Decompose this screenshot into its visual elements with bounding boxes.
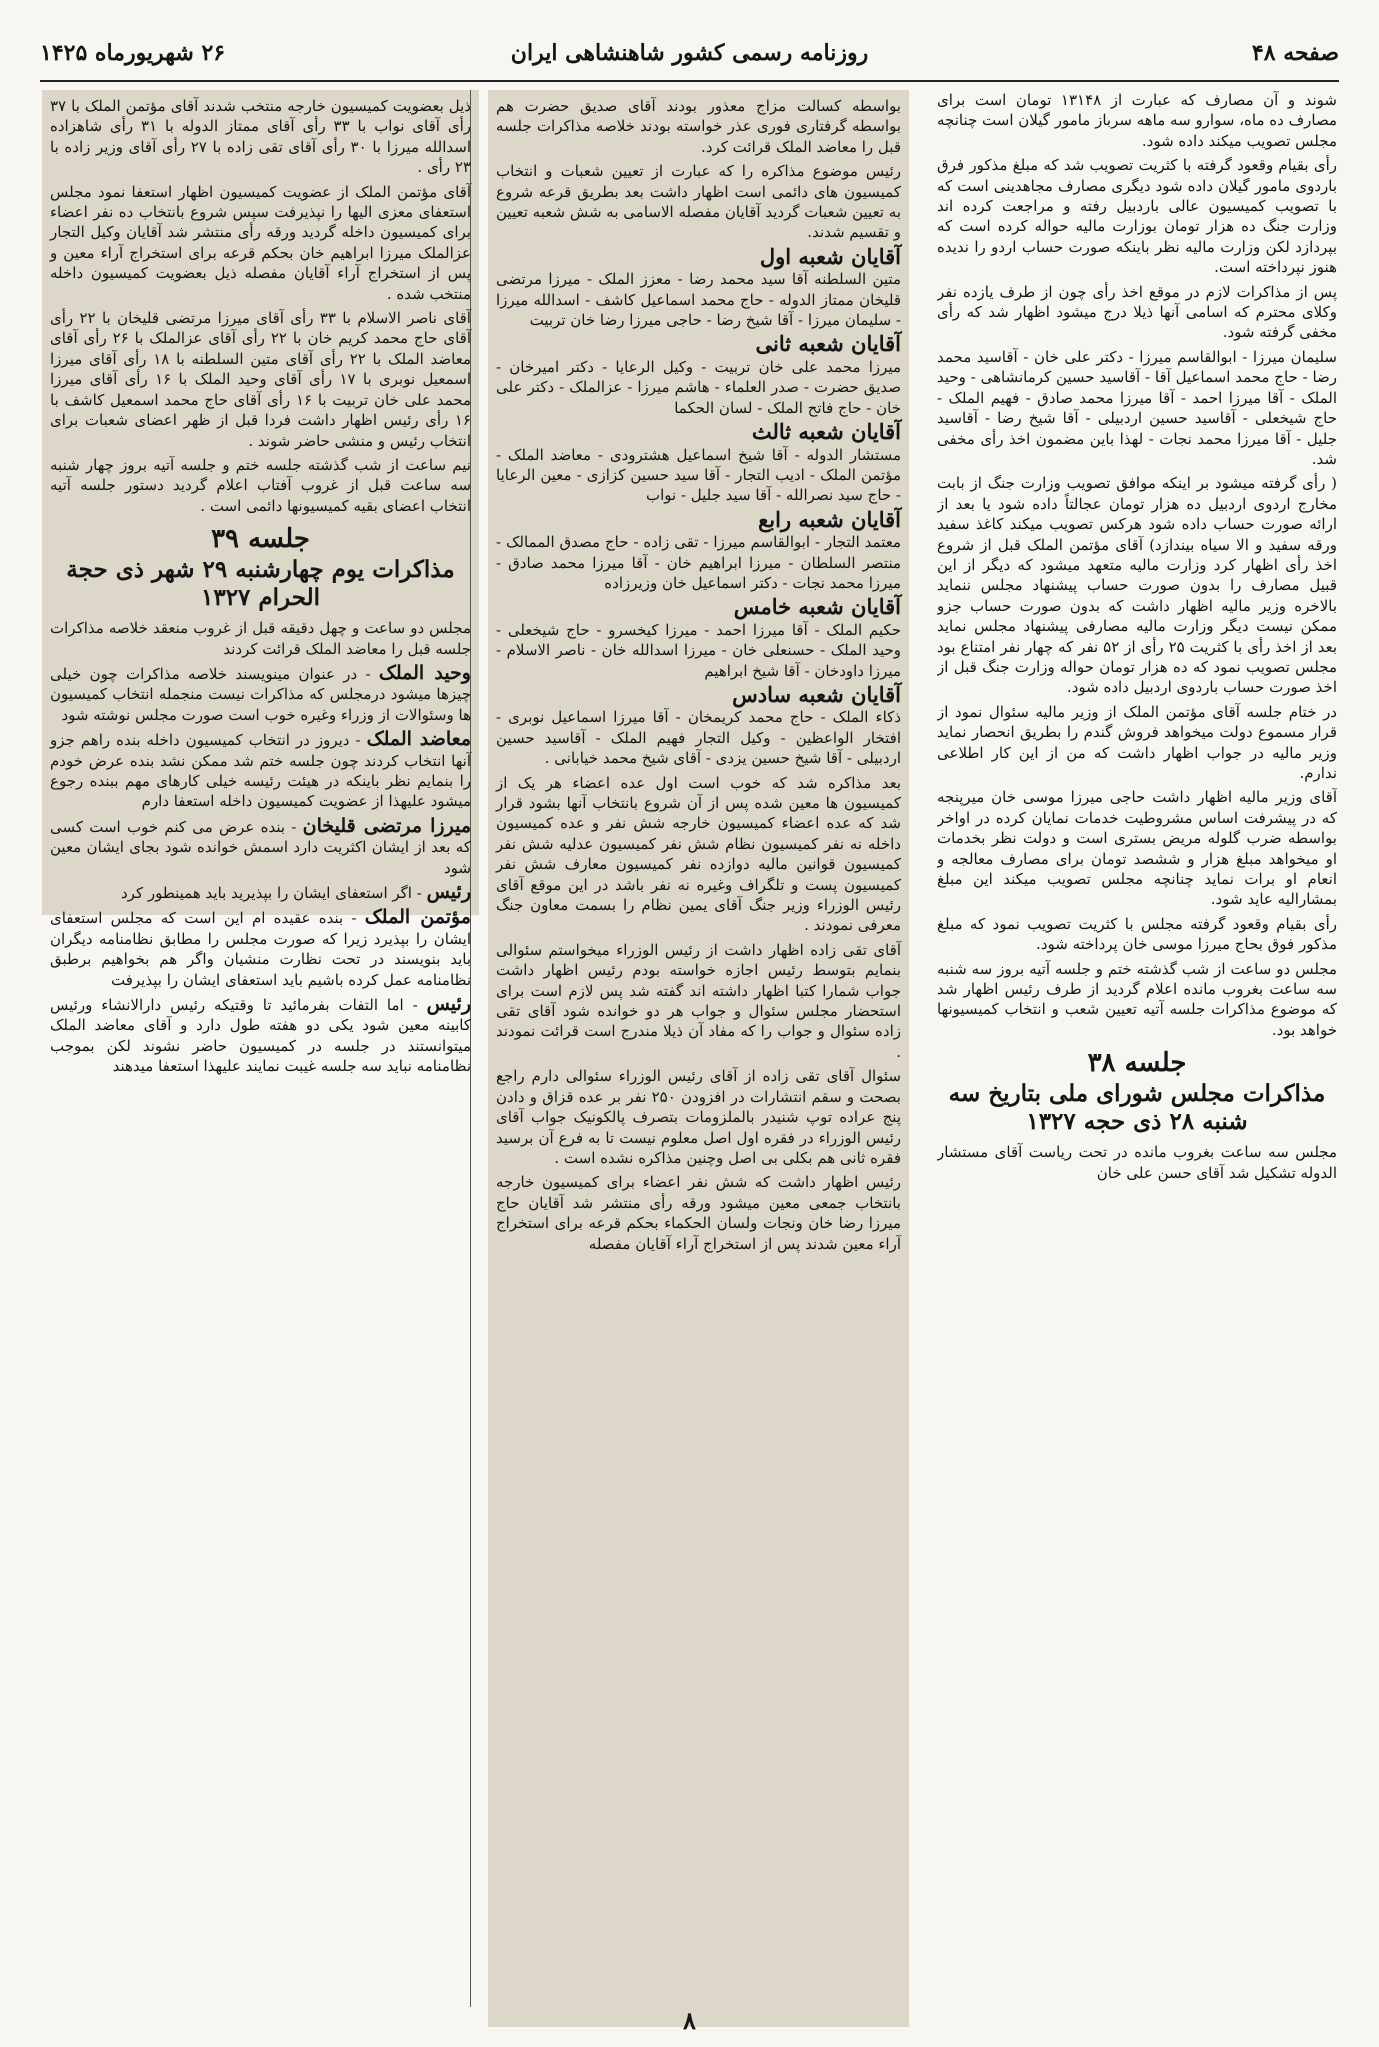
paragraph: مجلس دو ساعت و چهل دقیقه قبل از غروب منعقد خلاصه مذاکرات جلسه قبل را معاضد الملک قرائت کردند <box>50 619 471 658</box>
paragraph: سئوال آقای تقی زاده از آقای رئیس الوزراء سئوالی دارم راجع بصحت و سقم انتشارات در افزودن ۲۵۰ نفر بر عده قزاق و دادن پنج عراده توپ شنیدر بالملزومات بتصرف پالکونیک جواب آقای رئیس الوزراء در فقره اول اصل معلوم نیست تا به فرع آن برسید فقره ثانی هم بکلی بی اصل وچنین مذاکره نشده است . <box>496 1067 901 1167</box>
speech-text: - بنده عقیده ام این است که مجلس استعفای ایشان را بپذیرد زیرا که صورت مجلس را مطابق نظامنامه دیگران باید بنویسند در تحت نظارت منشیان واگر هم بخواهیم برطبق نظامنامه عمل کرده باشیم باید استعفای ایشان را بپذیرفت <box>50 909 471 989</box>
subheading: آقایان شعبه اول <box>759 243 901 269</box>
paragraph: میرزا محمد علی خان تربیت - وکیل الرعایا - دکتر امیرخان - صدیق حضرت - صدر العلماء - هاشم میرزا - عزالملک - دکتر علی خان - حاج فاتح الملک - لسان الحکما <box>496 357 901 417</box>
paragraph: رئیس موضوع مذاکره را که عبارت از تعیین شعبات و انتخاب کمیسیون های دائمی است اظهار داشت بعد بطریق قرعه شروع به تعیین شعبات گردید آقایان مفصله الاسامی به شش شعبه تعیین و تقسیم شدند. <box>496 162 901 242</box>
paragraph: ذیل بعضویت کمیسیون خارجه منتخب شدند آقای مؤتمن الملک با ۳۷ رأی آقای نواب با ۳۳ رأی آقای ممتاز الدوله با ۳۱ رأی شاهزاده اسدالله میرزا با ۳۰ رأی آقای تقی زاده با ۲۷ رأی آقای وزیر زاده با ۲۳ رأی . <box>50 97 471 177</box>
column-left <box>42 90 479 2015</box>
paragraph: پس از مذاکرات لازم در موقع اخذ رأی چون از طرف یازده نفر وکلای محترم که اسامی آنها ذیلا درج میشود اظهار شد که رأی مخفی گرفته شود. <box>937 282 1337 342</box>
footer-page-number: ۸ <box>683 2006 696 2035</box>
speech <box>50 907 471 990</box>
speaker-name: معاضد الملک <box>366 728 471 751</box>
session-number: جلسه ۳۸ <box>1087 1048 1187 1079</box>
speech-text: - بنده عرض می کنم خوب است کسی که بعد از ایشان اکثریت دارد اسمش خوانده شود بجای ایشان معین شود <box>50 817 471 877</box>
speech-text: - اما التفات بفرمائید تا وقتیکه رئیس دارالانشاء ورئیس کابینه معین شود یکی دو هفته طول دارد و آقای معاضد الملک میتوانستند در جلسه در کمیسیون حاضر نشوند لکن بموجب نظامنامه نباید سه جلسه غیبت نمایند علیهذا استعفا میدهند <box>50 996 471 1076</box>
session-title: مذاکرات مجلس شورای ملی بتاریخ سه شنبه ۲۸ ذی حجه ۱۳۲۷ <box>948 1080 1326 1136</box>
session-number: جلسه ۳۹ <box>211 524 310 555</box>
paragraph: حکیم الملک - آقا میرزا احمد - میرزا کیخسرو - حاج شیخعلی - وحید الملک - حسنعلی خان - میرزا اسدالله خان - ناصر الاسلام - میرزا داودخان - آقا شیخ ابراهیم <box>496 620 901 680</box>
paragraph: مستشار الدوله - آقا شیخ اسماعیل هشترودی - معاضد الملک - مؤتمن الملک - ادیب التجار - آقا سید حسین کزازی - معین الرعایا - حاج سید نصرالله - آقا سید جلیل - نواب <box>496 445 901 505</box>
speech <box>50 816 471 878</box>
paragraph: رأی بقیام وقعود گرفته مجلس با کثریت تصویب نمود که مبلغ مذکور فوق بحاج میرزا موسی خان پرداخته شود. <box>937 914 1337 954</box>
page-label: صفحه ۴۸ <box>1251 40 1339 66</box>
paragraph: رأی بقیام وقعود گرفته با کثریت تصویب شد که مبلغ مذکور فرق باردوی مامور گیلان داده شود دیگری مصارف مجاهدینی است که با تصویب کمیسیون عالی باردبیل رفته و مراجعت کرده اند وزارت جنگ ده هزار تومان بوزارت مالیه حواله کرده است که بپردازد لکن وزارت مالیه نظر باینکه صورت حساب اردو را ندیده هنوز نپرداخته است. <box>937 156 1337 277</box>
speaker-name: میرزا مرتضی قلیخان <box>302 814 472 837</box>
paragraph: مجلس دو ساعت از شب گذشته ختم و جلسه آتیه بروز سه شنبه سه ساعت بغروب مانده اعلام گردید از طرف رئیس اظهار شد که موضوع مذاکرات جلسه آتیه تعیین شعب و انتخاب کمیسیونها خواهد بود. <box>937 959 1337 1039</box>
speech <box>50 994 471 1077</box>
page-header <box>40 40 1339 80</box>
subheading: آقایان شعبه ثالث <box>751 419 901 445</box>
header-rule <box>40 80 1339 82</box>
paragraph: نیم ساعت از شب گذشته جلسه ختم و جلسه آتیه بروز چهار شنبه سه ساعت قبل از غروب آفتاب اعلام گردید دستور جلسه آتیه انتخاب اعضای بقیه کمیسیونها دائمی است . <box>50 455 471 515</box>
speaker-name: رئیس <box>426 993 471 1016</box>
paragraph: بعد مذاکره شد که خوب است اول عده اعضاء هر یک از کمیسیون ها معین شده پس از آن شروع بانتخاب آنها بشود قرار شد که عده اعضاء کمیسیون خارجه شش نفر و عده کمیسیون داخله نه نفر کمیسیون نظام شش نفر کمیسیون عدلیه شش نفر کمیسیون قوانین مالیه دوازده نفر کمیسیون معارف شش نفر کمیسیون پست و تلگراف وغیره نه نفر باشد در این موقع آقای رئیس الوزراء وزیر جنگ آقای یمین نظام را بسمت معاون جنگ معرفی نمودند . <box>496 773 901 935</box>
speech <box>50 882 471 903</box>
subheading: آقایان شعبه سادس <box>732 681 901 707</box>
paragraph: سلیمان میرزا - ابوالقاسم میرزا - دکتر علی خان - آقاسید محمد رضا - حاج محمد اسماعیل آقا - آقاسید حسین کرمانشاهی - وحید الملک - آقا میرزا احمد - آقا میرزا محمد صادق - فهیم الملک - حاج شیخعلی - آقاسید حسین اردبیلی - آقا شیخ رضا - آقاسید جلیل - آقا میرزا محمد نجات - لهذا باین مضمون اخذ رأی مخفی شد. <box>937 347 1337 468</box>
paragraph: متین السلطنه آقا سید محمد رضا - معزز الملک - میرزا مرتضی قلیخان ممتاز الدوله - حاج محمد اسماعیل کاشف - اسدالله میرزا - سلیمان میرزا - آقا شیخ رضا - حاجی میرزا رضا خان تربیت <box>496 270 901 330</box>
paragraph: در ختام جلسه آقای مؤتمن الملک از وزیر مالیه سئوال نمود از قرار مسموع دولت میخواهد فروش گندم را بطریق انحصار نماید وزیر مالیه در جواب اظهار داشت که من از این کار اطلاعی ندارم. <box>937 702 1337 782</box>
paragraph: مجلس سه ساعت بغروب مانده در تحت ریاست آقای مستشار الدوله تشکیل شد آقای حسن علی خان <box>937 1143 1337 1182</box>
paragraph: آقای وزیر مالیه اظهار داشت حاجی میرزا موسی خان میرپنجه که در پیشرفت اساس مشروطیت خدمات نمایان کرده در اواخر بواسطه ضرب گلوله مریض بستری است و دولت نظر بخدمات او میخواهد مبلغ هزار و ششصد تومان برای مصارف معالجه و انعام او برات نماید چنانچه مجلس تصویب میکند این مبلغ بمشارالیه عاید شود. <box>937 788 1337 909</box>
speech-text: - اگر استعفای ایشان را بپذیرید باید همینطور کرد <box>120 884 427 902</box>
issue-date: ۲۶ شهریورماه ۱۴۲۵ <box>40 40 226 66</box>
speech <box>50 729 471 812</box>
speaker-name: وحید الملک <box>378 661 471 684</box>
speech <box>50 663 471 725</box>
subheading: آقایان شعبه خامس <box>733 594 901 620</box>
paragraph: آقای ناصر الاسلام با ۳۳ رأی آقای میرزا مرتضی قلیخان با ۲۲ رأی آقای حاج محمد کریم خان با ۲۲ رأی آقای عزالملک با ۲۶ رأی آقای معاضد الملک با ۲۲ رأی آقای متین السلطنه با ۱۸ رأی آقای میرزا اسمعیل نوبری با ۱۷ رأی آقای وحید الملک با ۱۶ رأی آقای میرزا محمد علی خان تربیت با ۱۶ رأی آقای حاج محمد اسمعیل کاشف با ۱۶ رأی رئیس اظهار داشت فردا قبل از ظهر اعضای شعبات برای انتخاب رئیس و منشی حاضر شوند . <box>50 309 471 450</box>
subheading: آقایان شعبه ثانی <box>755 331 901 357</box>
paragraph: رئیس اظهار داشت که شش نفر اعضاء برای کمیسیون خارجه بانتخاب جمعی معین میشود ورقه رأی منتشر شد آقایان حاج میرزا رضا خان ونجات ولسان الحکماء بحکم قرعه برای استخراج آراء معین شدند پس از استخراج آراء آقایان مفصله <box>496 1173 901 1253</box>
paragraph: معتمد التجار - ابوالقاسم میرزا - تقی زاده - حاج مصدق الممالک - منتصر السلطان - میرزا ابراهیم خان - آقا میرزا محمد صادق - میرزا محمد نجات - دکتر اسماعیل خان وزیرزاده <box>496 533 901 592</box>
paragraph: آقای تقی زاده اظهار داشت از رئیس الوزراء میخواستم سئوالی بنمایم بتوسط رئیس اجازه خواسته بودم رئیس اظهار داشت جواب شمارا کتبا اظهار داشته اند گفته شد پس لازم است برای استحضار مجلس سئوال و جواب هر دو خوانده شود آقای تقی زاده سئوال و جواب را که مفاد آن ذیلا مندرج است قرائت نمودند . <box>496 940 901 1061</box>
speaker-name: مؤتمن الملک <box>364 906 471 929</box>
column-right <box>937 90 1337 2015</box>
paragraph: شوند و آن مصارف که عبارت از ۱۳۱۴۸ تومان است برای مصارف ده ماه، سوارو سه ماهه سرباز مامور گیلان است چنانچه مجلس تصویب میکند داده شود. <box>937 91 1337 150</box>
paragraph: ذکاء الملک - حاج محمد کریمخان - آقا میرزا اسماعیل نوبری - افتخار الواعظین - وکیل التجار فهیم الملک - آقاسید حسین اردبیلی - آقا شیخ حسین یزدی - آقای شیخ محمد خیابانی . <box>496 708 901 768</box>
subheading: آقایان شعبه رابع <box>758 506 901 532</box>
paragraph: ( رأی گرفته میشود بر اینکه موافق تصویب وزارت جنگ از بابت مخارج اردوی اردبیل ده هزار تومان عجالتاً داده شود یا بعد از ارائه صورت حساب داده شود هرکس تصویب میکند کاغذ سفید ورقه سفید و الا سیاه بیندازد) آقای مؤتمن الملک قبل از شروع اخذ رأی اظهار کرد وزارت مالیه متعهد میشود که دیگر از این قبیل مصارف را بدون صورت حساب پیشنهاد مجلس ننماید بالاخره وزیر مالیه اظهار داشت که بدون صورت حساب جزو ممکن نیست دیگر وزارت مالیه مصارفی پیشنهاد مجلس نماید بعد از اخذ رأی با کثریت ۲۵ رأی از ۵۲ نفر که چهار نفر امتناع بود مجلس تصویب نمود که ده هزار تومان حواله وزارت جنگ قبل از اخذ صورت حساب باردوی اردبیل داده شود. <box>937 474 1337 697</box>
newspaper-title: روزنامه رسمی کشور شاهنشاهی ایران <box>510 40 869 66</box>
speech-text: - دیروز در انتخاب کمیسیون داخله بنده راهم جزو آنها انتخاب کردند چون جلسه ختم شد ممکن نشد بنده عرض خودم را بنمایم نظر باینکه در هیئت رئیسه خیلی کارهای مهم ببنده رجوع میشود علیهذا از عضویت کمیسیون داخله استعفا دارم <box>50 731 471 811</box>
speaker-name: رئیس <box>426 881 471 903</box>
paragraph: آقای مؤتمن الملک از عضویت کمیسیون اظهار استعفا نمود مجلس استعفای معزی الیها را نپذیرفت سپس شروع بانتخاب ده نفر اعضاء برای کمیسیون داخله گردید ورقه رأی منتشر شد آقایان وکیل التجار عزالملک میرزا ابراهیم خان بحکم قرعه برای استخراج آراء معین و پس از استخراج آراء آقایان مفصله ذیل بعضویت کمیسیون داخله منتخب شده . <box>50 182 471 303</box>
speech-text: - در عنوان مینویسند خلاصه مذاکرات چون خیلی چیزها میشود درمجلس که مذاکرات نیست منجمله انتخاب کمیسیون ها وسئوالات از وزراء وغیره خوب است صورت مجلس نوشته شود <box>50 664 471 724</box>
paragraph: بواسطه کسالت مزاج معذور بودند آقای صدیق حضرت هم بواسطه گرفتاری فوری عذر خواسته بودند خلاصه مذاکرات جلسه قبل را معاضد الملک قرائت کرد. <box>496 97 901 156</box>
session-title: مذاکرات یوم چهارشنبه ۲۹ شهر ذی حجة الحرام ۱۳۲۷ <box>66 556 455 612</box>
column-middle <box>488 90 909 2027</box>
